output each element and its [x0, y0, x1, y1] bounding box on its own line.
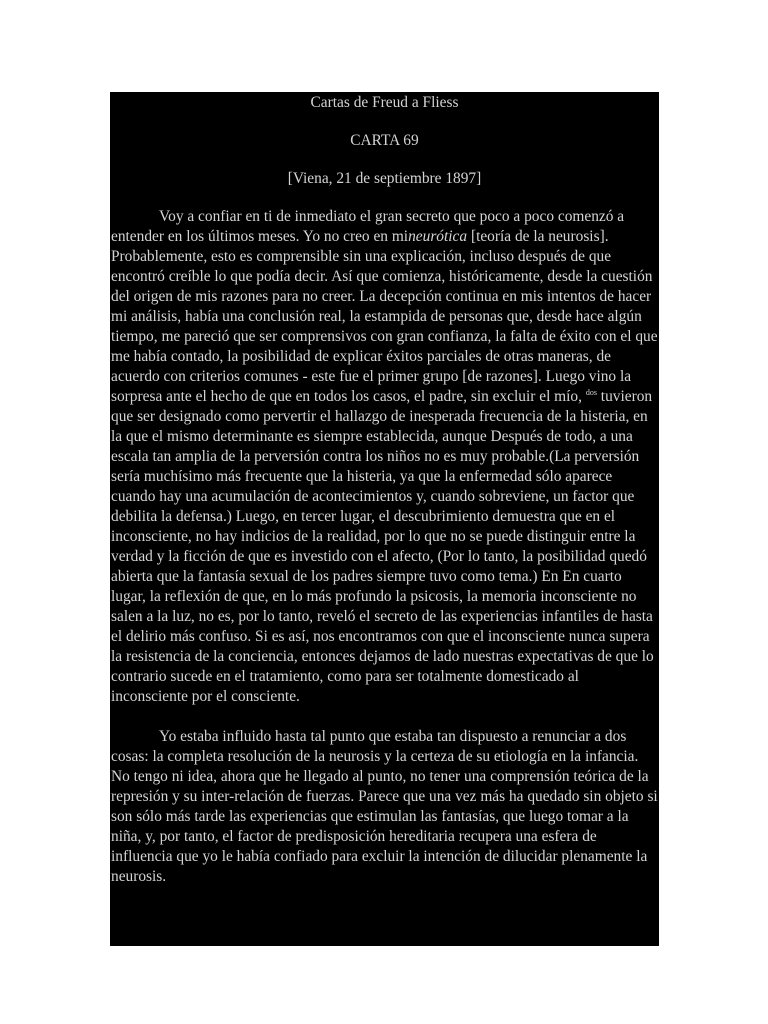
italic-word: neurótica [408, 228, 468, 245]
paragraph-1-text-c: tuvieron que ser designado como pervertir el hallazgo de inesperada frecuencia de la histeria, en la que el mismo determinante es siempre establecida, aunque Después de todo, a una escala tan amplia de la perversión contra los niños no es muy probable.(La perversión sería muchísimo más frecuente que la histeria, ya que la enfermedad sólo aparece cuando hay una acumulación de acontecimientos y, cuando sobreviene, un factor que debilita la defensa.) Luego, en tercer lugar, el descubrimiento demuestra que en el inconsciente, no hay indicios de la realidad, por lo que no se puede distinguir entre la verdad y la ficción de que es investido con el afecto, (Por lo tanto, la posibilidad quedó abierta que la fantasía sexual de los padres siempre tuvo como tema.) En En cuarto lugar, la reflexión de que, en lo más profundo la psicosis, la memoria inconsciente no salen a la luz, no es, por lo tanto, reveló el secreto de las experiencias infantiles de hasta el delirio más confuso. Si es así, nos encontramos con que el inconsciente nunca supera la resistencia de la conciencia, entonces dejamos de lado nuestras expectativas de que lo contrario sucede en el tratamiento, como para ser totalmente domesticado al inconsciente por el consciente. [111, 388, 654, 705]
paragraph-1-text-a: Voy a confiar en ti de inmediato el gran secreto que poco a poco comenzó a entender en los últimos meses. Yo no creo en mi [111, 208, 625, 245]
letter-heading: CARTA 69 [350, 132, 419, 149]
footnote-marker: dos [585, 388, 597, 397]
document-page [110, 92, 659, 946]
paragraph-2: Yo estaba influido hasta tal punto que estaba tan dispuesto a renunciar a dos cosas: la completa resolución de la neurosis y la certeza de su etiología en la infancia. No tengo ni idea, ahora que he llegado al punto, no tener una comprensión teórica de la represión y su inter-relación de fuerzas. Parece que una vez más ha quedado sin objeto si son sólo más tarde las experiencias que estimulan las fantasías, que luego tomar a la niña, y, por tanto, el factor de predisposición hereditaria recupera una esfera de influencia que yo le había confiado para excluir la intención de dilucidar plenamente la neurosis. [111, 728, 658, 885]
paragraph-1-text-b: [teoría de la neurosis]. Probablemente, esto es comprensible sin una explicación, incluso después de que encontró creíble lo que podía decir. Así que comienza, históricamente, desde la cuestión del origen de mis razones para no creer. La decepción continua en mis intentos de hacer mi análisis, había una conclusión real, la estampida de personas que, desde hace algún tiempo, me pareció que ser comprensivos con gran confianza, la falta de éxito con el que me había contado, la posibilidad de explicar éxitos parciales de otras maneras, de acuerdo con criterios comunes - este fue el primer grupo [de razones]. Luego vino la sorpresa ante el hecho de que en todos los casos, el padre, sin excluir el mío, [111, 228, 658, 405]
document-title: Cartas de Freud a Fliess [310, 94, 459, 111]
date-line: [Viena, 21 de septiembre 1897] [287, 170, 482, 187]
paragraph-1 [111, 207, 658, 707]
